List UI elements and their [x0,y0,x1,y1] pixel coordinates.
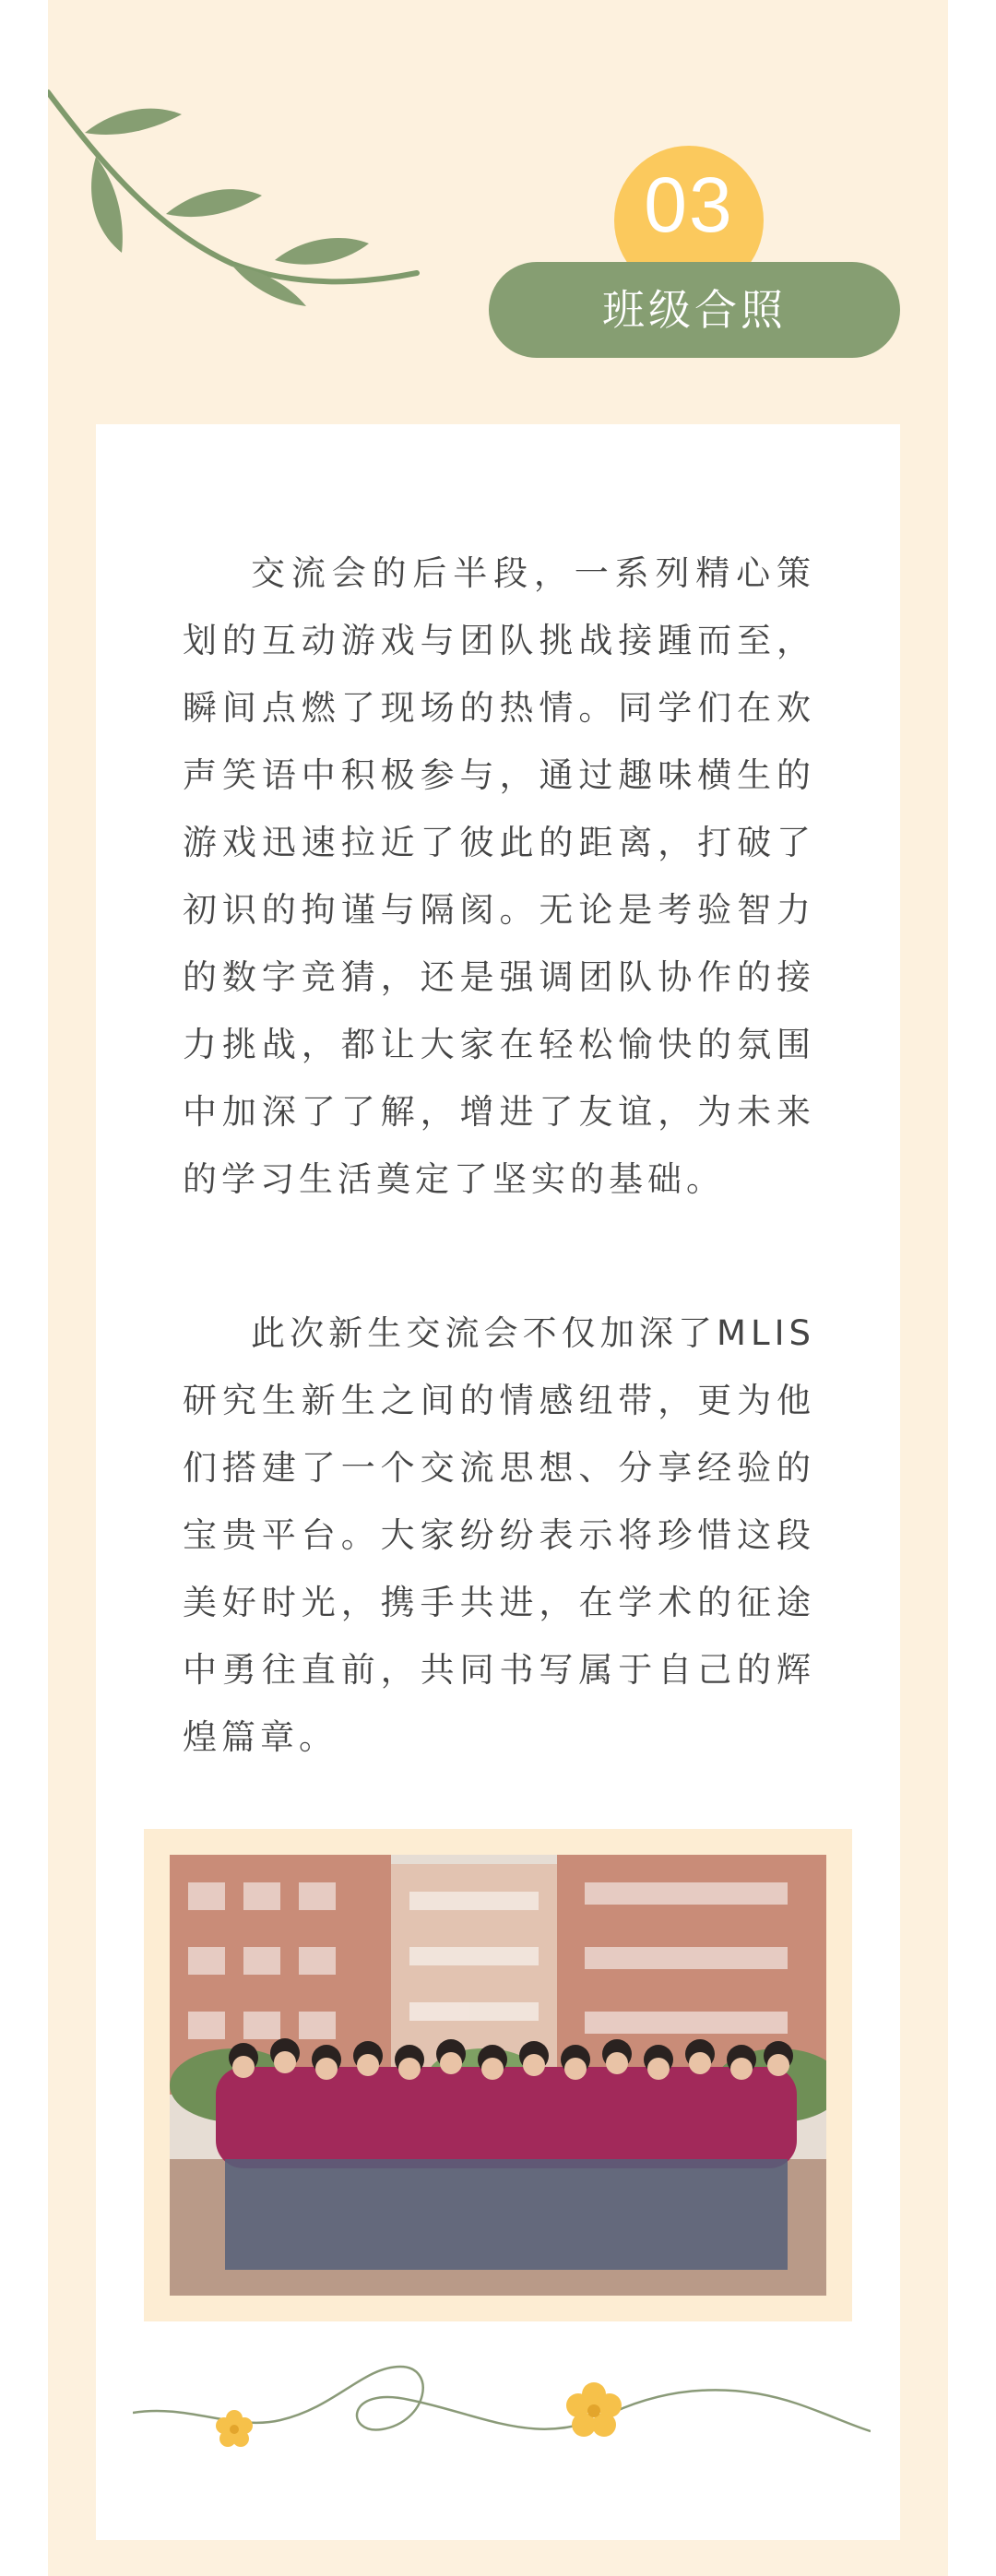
article-page [48,0,948,2576]
leaf-branch-icon [48,55,454,350]
paragraph-1: 交流会的后半段，一系列精心策划的互动游戏与团队挑战接踵而至，瞬间点燃了现场的热情。同学们在欢声笑语中积极参与，通过趣味横生的游戏迅速拉近了彼此的距离，打破了初识的拘谨与隔阂。无论是考验智力的数字竞猜，还是强调团队协作的接力挑战，都让大家在轻松愉快的氛围中加深了了解，增进了友谊，为未来的学习生活奠定了坚实的基础。 [183,553,815,1199]
group-photo [170,1855,826,2296]
group-photo-illustration [170,1855,826,2296]
group-photo-frame [144,1829,852,2321]
content-card [96,424,900,2540]
vine-with-flowers-icon [133,2348,871,2468]
paragraph-2: 此次新生交流会不仅加深了MLIS研究生新生之间的情感纽带，更为他们搭建了一个交流思想、分享经验的宝贵平台。大家纷纷表示将珍惜这段美好时光，携手共进，在学术的征途中勇往直前，共同书写属于自己的辉煌篇章。 [183,1313,815,1757]
section-number: 03 [644,161,734,248]
section-title: 班级合照 [489,262,900,358]
